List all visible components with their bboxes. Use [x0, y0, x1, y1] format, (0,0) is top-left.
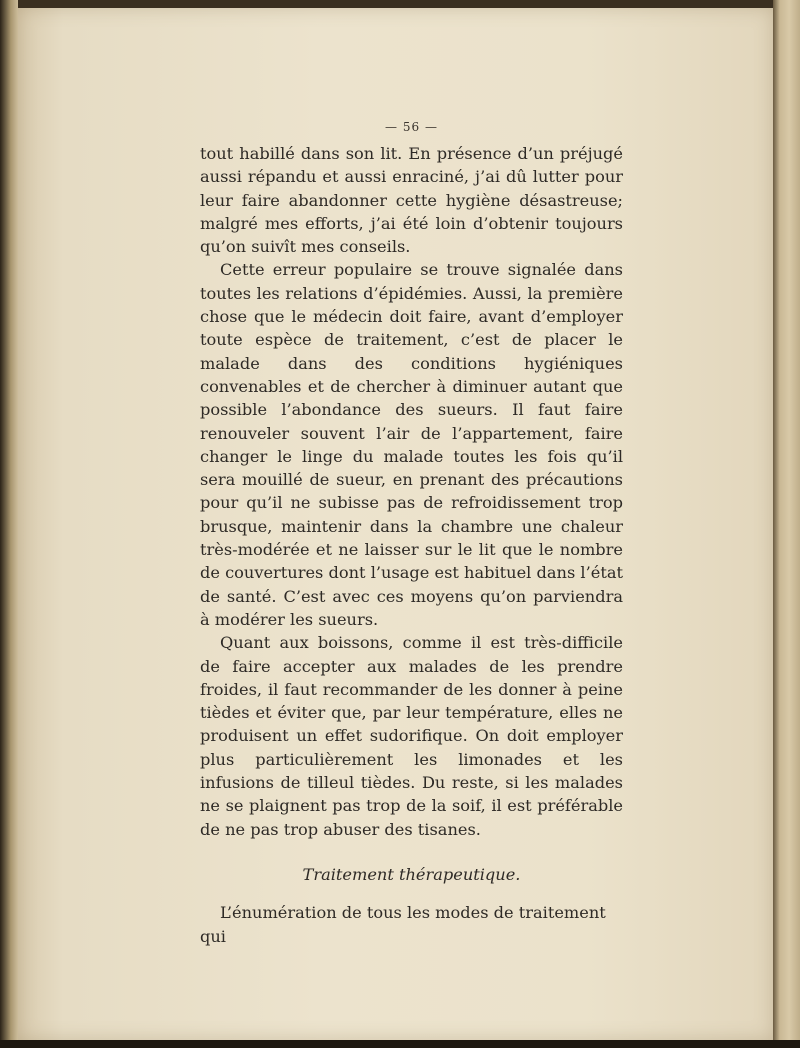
page-stack-edge [773, 0, 800, 1048]
page-text-block [200, 116, 623, 948]
binding-edge [0, 0, 18, 1048]
page-number: — 56 — [385, 120, 438, 134]
paragraph-continuation: tout habillé dans son lit. En présence d’un préjugé aussi répandu et aussi enraciné, j’ai dû lutter pour leur faire abandonner cette hygiène désastreuse; malgré mes efforts, j’ai été loin d’obtenir toujours qu’on suivît mes conseils. [200, 144, 623, 257]
paragraph-popular-error: Cette erreur populaire se trouve signalée dans toutes les relations d’épidémies. Aussi, la première chose que le médecin doit faire, avant d’employer toute espèce de traitement, c’est de placer le malade dans des conditions hygiéniques convenables et de chercher à diminuer autant que possible l’abondance des sueurs. Il faut faire renouveler souvent l’air de l’appartement, faire changer le linge du malade toutes les fois qu’il sera mouillé de sueur, en prenant des précautions pour qu’il ne subisse pas de refroidissement trop brusque, maintenir dans la chambre une chaleur très-modérée et ne laisser sur le lit que le nombre de couvertures dont l’usage est habituel dans l’état de santé. C’est avec ces moyens qu’on parviendra à modérer les sueurs. [200, 260, 623, 629]
scan-border [0, 1040, 800, 1048]
paragraph-drinks: Quant aux boissons, comme il est très-difficile de faire accepter aux malades de les prendre froides, il faut recommander de les donner à peine tièdes et éviter que, par leur température, elles ne produisent un effet sudorifique. On doit employer plus particulièrement les limonades et les infusions de tilleul tièdes. Du reste, si les malades ne se plaignent pas trop de la soif, il est préférable de ne pas trop abuser des tisanes. [200, 633, 623, 839]
paragraph-treatment-start: L’énumération de tous les modes de traitement qui [200, 903, 606, 946]
section-heading: Traitement thérapeutique. [302, 864, 521, 884]
